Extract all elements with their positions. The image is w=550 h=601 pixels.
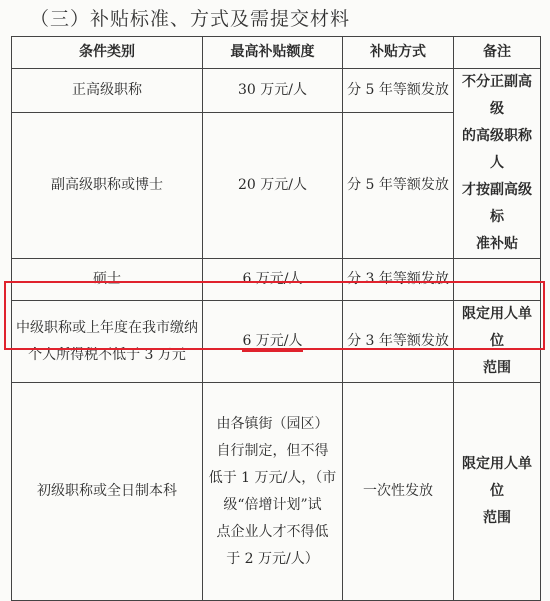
table-row: [12, 259, 541, 301]
row2-category: 副高级职称或博士: [12, 112, 203, 258]
row4-category-line2: 个人所得税不低于 3 万元: [28, 346, 186, 363]
row5-method: 一次性发放: [343, 383, 454, 601]
header-category: 条件类别: [12, 37, 203, 69]
row4-amount: 6 万元/人: [242, 333, 302, 352]
header-amount: 最高补贴额度: [203, 37, 343, 69]
table-row: [12, 69, 541, 113]
row5-amount-line: 级“倍增计划”试: [223, 496, 322, 513]
row5-amount-line: 低于 1 万元/人，（市: [208, 469, 337, 486]
header-note: 备注: [454, 37, 541, 69]
row4-method: 分 3 年等额发放: [343, 301, 454, 383]
row3-amount: 6 万元/人: [203, 259, 343, 301]
row5-amount-line: 点企业人才不得低: [216, 523, 329, 540]
row5-amount: [203, 383, 343, 601]
row4-note-line2: 范围: [483, 360, 511, 376]
table-row-highlighted: [12, 301, 541, 383]
row5-category: 初级职称或全日制本科: [12, 383, 203, 601]
row4-category-line1: 中级职称或上年度在我市缴纳: [16, 319, 198, 336]
row1-category: 正高级职称: [12, 69, 203, 113]
row5-amount-line: 由各镇街（园区）: [216, 415, 329, 432]
row4-note: [454, 301, 541, 383]
subsidy-table: [11, 36, 541, 601]
row3-category: 硕士: [12, 259, 203, 301]
row4-note-line1: 限定用人单位: [462, 306, 532, 349]
row3-method: 分 3 年等额发放: [343, 259, 454, 301]
shared-note-line: 的高级职称人: [462, 128, 532, 171]
shared-note-line: 准补贴: [476, 236, 518, 252]
row5-amount-line: 自行制定，但不得: [216, 442, 329, 459]
row2-method: 分 5 年等额发放: [343, 112, 454, 258]
row3-note: [454, 259, 541, 301]
row2-amount: 20 万元/人: [203, 112, 343, 258]
row5-amount-line: 于 2 万元/人）: [226, 550, 319, 567]
section-heading: （三）补贴标准、方式及需提交材料: [30, 8, 351, 30]
row1-amount: 30 万元/人: [203, 69, 343, 113]
row5-note-line1: 限定用人单位: [462, 456, 532, 499]
header-method: 补贴方式: [343, 37, 454, 69]
table-row: [12, 383, 541, 601]
shared-note-line: 不分正副高级: [462, 74, 532, 117]
row5-note: [454, 383, 541, 601]
shared-note-line: 才按副高级标: [462, 182, 532, 225]
row5-note-line2: 范围: [483, 510, 511, 526]
row1-method: 分 5 年等额发放: [343, 69, 454, 113]
row4-category: [12, 301, 203, 383]
shared-note-cell: [454, 69, 541, 259]
row4-amount-cell: [203, 301, 343, 383]
table-header-row: [12, 37, 541, 69]
